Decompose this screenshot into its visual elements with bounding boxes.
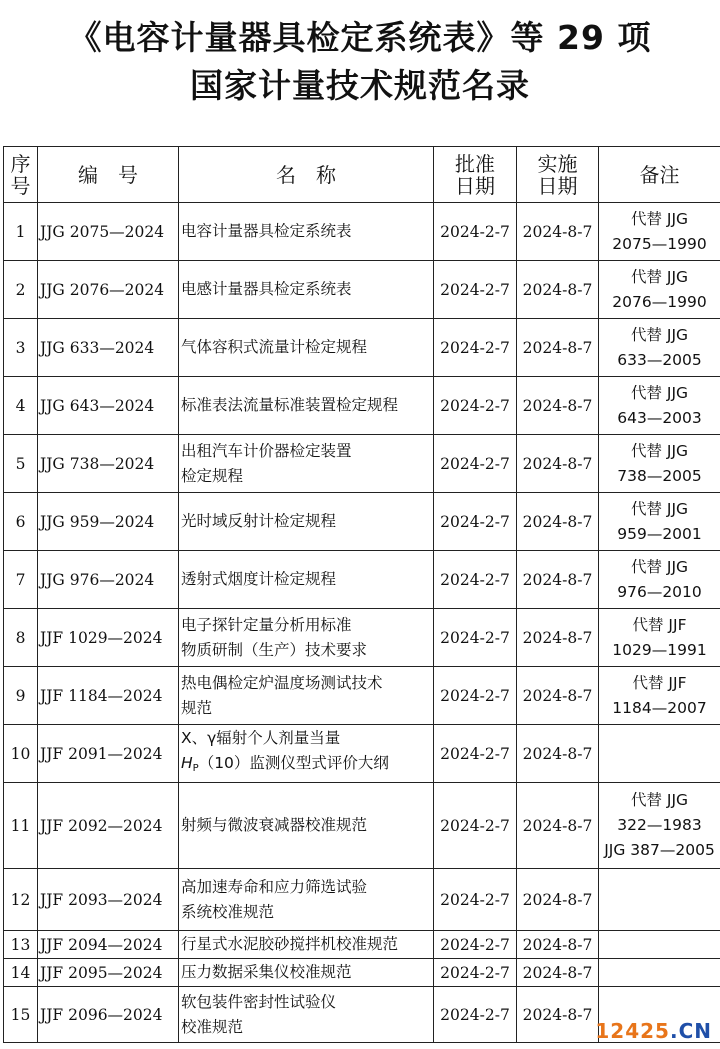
note-line2: 322—1983 xyxy=(617,816,702,834)
table-row xyxy=(4,931,720,959)
header-note: 备注 xyxy=(599,147,720,203)
implement-date-cell: 2024-8-7 xyxy=(517,551,599,609)
table-row xyxy=(4,667,720,725)
code-cell: JJF 2091—2024 xyxy=(38,725,179,783)
hp-subscript: P xyxy=(192,763,199,774)
name-cell xyxy=(179,319,434,377)
note-cell xyxy=(599,261,720,319)
seq-cell: 2 xyxy=(4,261,38,319)
seq-cell: 8 xyxy=(4,609,38,667)
seq-cell: 14 xyxy=(4,959,38,987)
approve-date-cell: 2024-2-7 xyxy=(434,551,517,609)
seq-cell: 1 xyxy=(4,203,38,261)
code-cell: JJG 2075—2024 xyxy=(38,203,179,261)
header-approve-date: 批准 日期 xyxy=(434,147,517,203)
name-cell xyxy=(179,725,434,783)
note-line1: 代替 JJF xyxy=(632,615,687,634)
document-title-line2: 国家计量技术规范名录 xyxy=(190,66,530,105)
name-line1: 行星式水泥胶砂搅拌机校准规范 xyxy=(181,935,399,953)
implement-date-cell: 2024-8-7 xyxy=(517,493,599,551)
note-line1: 代替 JJF xyxy=(632,673,687,692)
code-cell: JJG 633—2024 xyxy=(38,319,179,377)
code-cell: JJF 2094—2024 xyxy=(38,931,179,959)
approve-date-cell: 2024-2-7 xyxy=(434,987,517,1043)
name-line2: 物质研制（生产）技术要求 xyxy=(181,640,368,659)
implement-date-cell: 2024-8-7 xyxy=(517,725,599,783)
name-line1: 压力数据采集仪校准规范 xyxy=(181,963,352,981)
note-cell xyxy=(599,725,720,783)
code-cell: JJG 643—2024 xyxy=(38,377,179,435)
note-cell xyxy=(599,783,720,869)
table-row xyxy=(4,783,720,869)
approve-date-cell: 2024-2-7 xyxy=(434,609,517,667)
implement-date-cell: 2024-8-7 xyxy=(517,959,599,987)
approve-date-cell: 2024-2-7 xyxy=(434,869,517,931)
note-line1: 代替 JJG xyxy=(630,267,689,286)
document-title-line1: 《电容计量器具检定系统表》等 29 项 xyxy=(68,18,652,57)
name-cell xyxy=(179,959,434,987)
approve-date-cell: 2024-2-7 xyxy=(434,203,517,261)
note-cell xyxy=(599,203,720,261)
code-cell: JJG 959—2024 xyxy=(38,493,179,551)
table-row xyxy=(4,493,720,551)
code-cell: JJG 2076—2024 xyxy=(38,261,179,319)
name-line1: 标准表法流量标准装置检定规程 xyxy=(181,396,399,414)
seq-cell: 11 xyxy=(4,783,38,869)
approve-date-cell: 2024-2-7 xyxy=(434,261,517,319)
implement-date-cell: 2024-8-7 xyxy=(517,869,599,931)
name-cell xyxy=(179,261,434,319)
name-cell xyxy=(179,987,434,1043)
name-line1: 出租汽车计价器检定装置 xyxy=(181,441,352,460)
table-row xyxy=(4,869,720,931)
seq-cell: 4 xyxy=(4,377,38,435)
note-line2: 2075—1990 xyxy=(612,234,707,253)
code-cell: JJF 2092—2024 xyxy=(38,783,179,869)
table-row xyxy=(4,203,720,261)
note-line1: 代替 JJG xyxy=(630,557,689,576)
implement-date-cell: 2024-8-7 xyxy=(517,987,599,1043)
implement-date-cell: 2024-8-7 xyxy=(517,609,599,667)
table-row xyxy=(4,551,720,609)
seq-cell: 13 xyxy=(4,931,38,959)
note-cell xyxy=(599,609,720,667)
seq-cell: 15 xyxy=(4,987,38,1043)
hp-symbol: H xyxy=(181,754,193,772)
name-line2: 系统校准规范 xyxy=(181,902,275,921)
table-row xyxy=(4,319,720,377)
note-line2: 738—2005 xyxy=(617,466,702,485)
implement-date-cell: 2024-8-7 xyxy=(517,261,599,319)
name-cell xyxy=(179,551,434,609)
note-cell xyxy=(599,959,720,987)
approve-date-cell: 2024-2-7 xyxy=(434,435,517,493)
code-cell: JJF 2093—2024 xyxy=(38,869,179,931)
header-seq: 序 号 xyxy=(4,147,38,203)
implement-date-cell: 2024-8-7 xyxy=(517,783,599,869)
table-row xyxy=(4,725,720,783)
approve-date-cell: 2024-2-7 xyxy=(434,931,517,959)
code-cell: JJF 1029—2024 xyxy=(38,609,179,667)
approve-date-cell: 2024-2-7 xyxy=(434,959,517,987)
approve-date-cell: 2024-2-7 xyxy=(434,783,517,869)
seq-cell: 10 xyxy=(4,725,38,783)
code-cell: JJF 1184—2024 xyxy=(38,667,179,725)
note-line1: 代替 JJG xyxy=(630,383,689,402)
approve-date-cell: 2024-2-7 xyxy=(434,377,517,435)
name-cell xyxy=(179,609,434,667)
name-cell xyxy=(179,203,434,261)
name-line2: （10）监测仪型式评价大纲 xyxy=(198,754,389,772)
approve-date-cell: 2024-2-7 xyxy=(434,725,517,783)
note-line1: 代替 JJG xyxy=(630,441,689,460)
table-row xyxy=(4,959,720,987)
note-line2: 1184—2007 xyxy=(612,698,707,717)
approve-date-cell: 2024-2-7 xyxy=(434,667,517,725)
implement-date-cell: 2024-8-7 xyxy=(517,667,599,725)
note-cell xyxy=(599,319,720,377)
name-cell xyxy=(179,377,434,435)
table-body xyxy=(4,203,720,1043)
header-name: 名 称 xyxy=(179,147,434,203)
name-line2: 校准规范 xyxy=(181,1017,244,1036)
name-cell xyxy=(179,435,434,493)
seq-cell: 7 xyxy=(4,551,38,609)
name-cell xyxy=(179,869,434,931)
code-cell: JJF 2096—2024 xyxy=(38,987,179,1043)
note-line2: 643—2003 xyxy=(617,408,702,427)
note-line2: 976—2010 xyxy=(617,582,702,601)
seq-cell: 6 xyxy=(4,493,38,551)
name-line1: 高加速寿命和应力筛选试验 xyxy=(181,877,368,896)
name-cell xyxy=(179,931,434,959)
implement-date-cell: 2024-8-7 xyxy=(517,203,599,261)
note-line2: 633—2005 xyxy=(617,350,702,369)
note-line2: 1029—1991 xyxy=(612,640,707,659)
note-line1: 代替 JJG xyxy=(630,209,689,228)
note-line2: 959—2001 xyxy=(617,524,702,543)
note-cell xyxy=(599,931,720,959)
standards-table xyxy=(3,146,720,1043)
table-row xyxy=(4,261,720,319)
code-cell: JJG 976—2024 xyxy=(38,551,179,609)
name-cell xyxy=(179,493,434,551)
name-line1: 射频与微波衰减器校准规范 xyxy=(181,816,368,834)
name-line1: X、γ辐射个人剂量当量 xyxy=(181,729,341,747)
approve-date-cell: 2024-2-7 xyxy=(434,493,517,551)
name-line1: 电容计量器具检定系统表 xyxy=(181,222,352,240)
note-line3: JJG 387—2005 xyxy=(604,841,715,859)
note-cell xyxy=(599,869,720,931)
note-line1: 代替 JJG xyxy=(630,325,689,344)
seq-cell: 12 xyxy=(4,869,38,931)
implement-date-cell: 2024-8-7 xyxy=(517,377,599,435)
name-cell xyxy=(179,667,434,725)
table-row xyxy=(4,609,720,667)
seq-cell: 5 xyxy=(4,435,38,493)
site-watermark: 12425.CN xyxy=(595,1019,712,1043)
note-cell xyxy=(599,551,720,609)
code-cell: JJF 2095—2024 xyxy=(38,959,179,987)
table-header-row xyxy=(4,147,720,203)
name-line1: 透射式烟度计检定规程 xyxy=(181,570,337,588)
note-line1: 代替 JJG xyxy=(630,499,689,518)
table-row xyxy=(4,377,720,435)
header-implement-date: 实施 日期 xyxy=(517,147,599,203)
seq-cell: 9 xyxy=(4,667,38,725)
name-line1: 软包装件密封性试验仪 xyxy=(181,992,337,1011)
note-line1: 代替 JJG xyxy=(630,791,689,809)
name-line1: 电感计量器具检定系统表 xyxy=(181,280,352,298)
table-row xyxy=(4,435,720,493)
approve-date-cell: 2024-2-7 xyxy=(434,319,517,377)
code-cell: JJG 738—2024 xyxy=(38,435,179,493)
note-cell xyxy=(599,435,720,493)
note-cell xyxy=(599,493,720,551)
implement-date-cell: 2024-8-7 xyxy=(517,931,599,959)
note-cell xyxy=(599,667,720,725)
name-line1: 气体容积式流量计检定规程 xyxy=(181,338,368,356)
name-line1: 热电偶检定炉温度场测试技术 xyxy=(181,673,383,692)
name-line1: 电子探针定量分析用标准 xyxy=(181,615,352,634)
name-line1: 光时域反射计检定规程 xyxy=(181,512,337,530)
seq-cell: 3 xyxy=(4,319,38,377)
note-line2: 2076—1990 xyxy=(612,292,707,311)
name-cell xyxy=(179,783,434,869)
header-code: 编 号 xyxy=(38,147,179,203)
name-line2: 规范 xyxy=(181,698,213,717)
implement-date-cell: 2024-8-7 xyxy=(517,319,599,377)
implement-date-cell: 2024-8-7 xyxy=(517,435,599,493)
name-line2: 检定规程 xyxy=(181,466,244,485)
note-cell xyxy=(599,377,720,435)
